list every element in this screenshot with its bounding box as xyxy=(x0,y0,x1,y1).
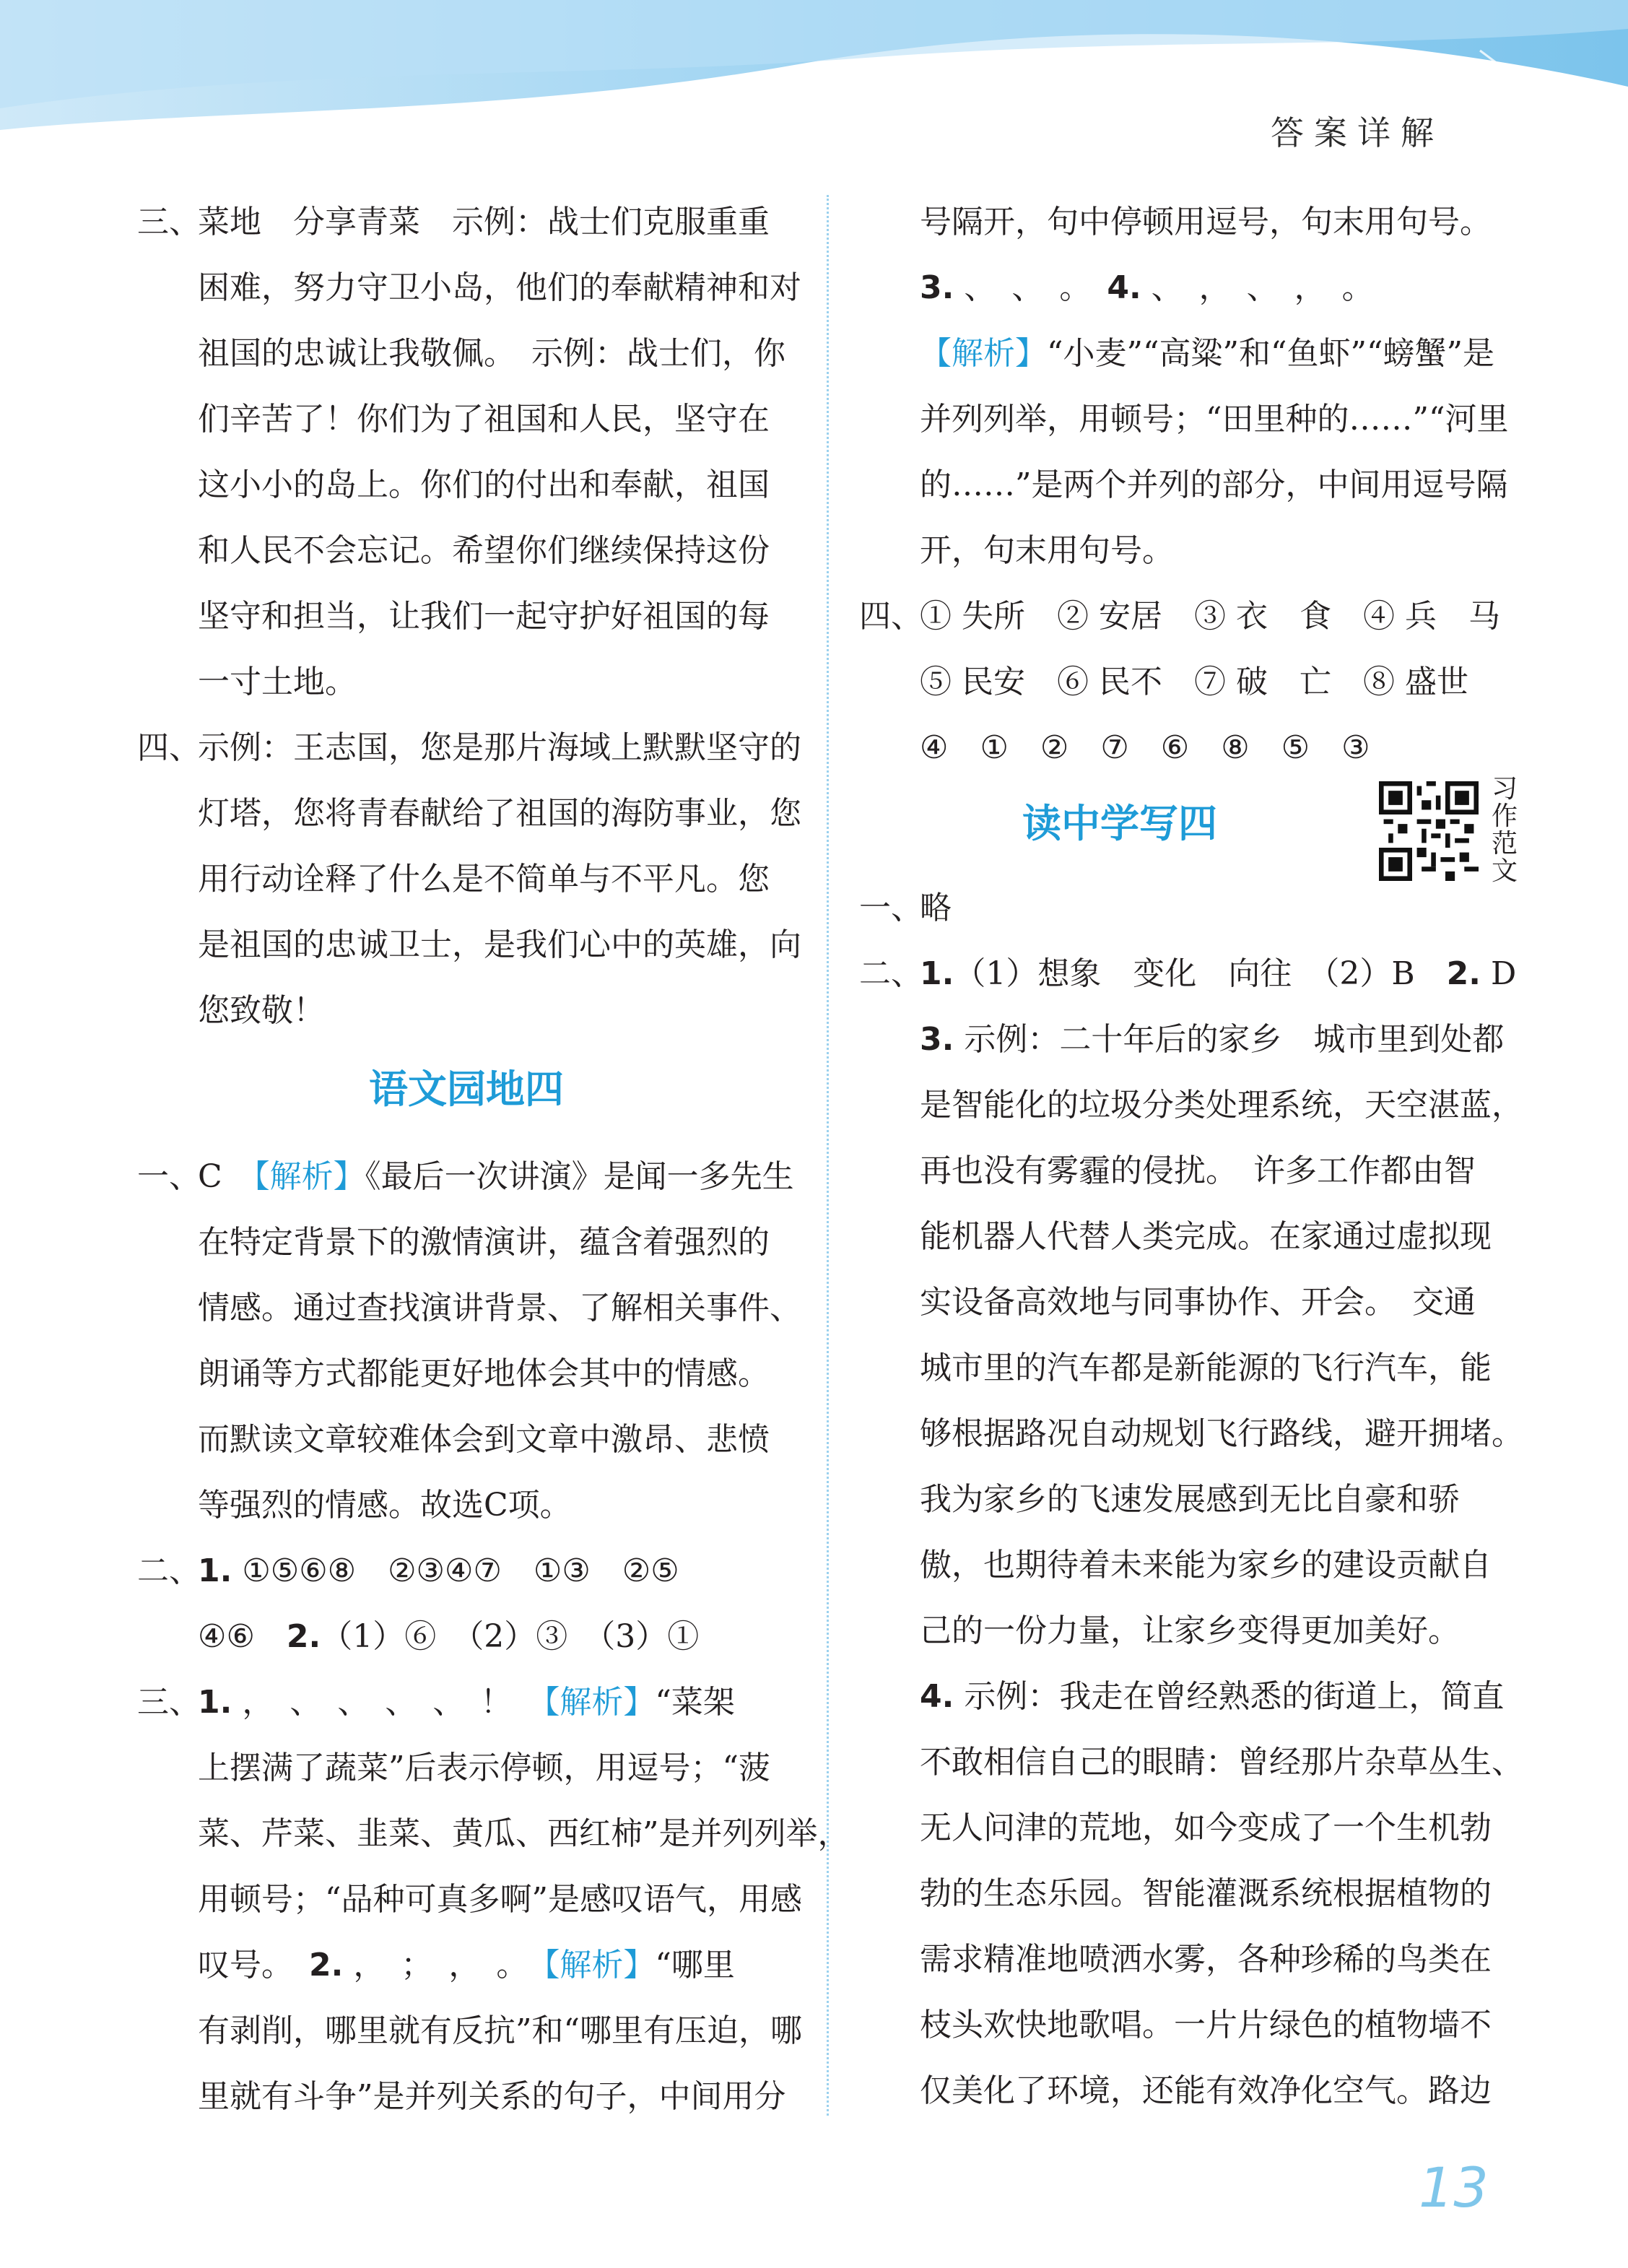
text-line xyxy=(920,941,1518,1007)
text-line: 是祖国的忠诚卫士，是我们心中的英雄，向 xyxy=(198,926,801,963)
text-line xyxy=(920,1007,1518,1072)
text-line: 号隔开，句中停顿用逗号，句末用句号。 xyxy=(920,204,1492,240)
duzhong-1-label: 一、 xyxy=(859,890,923,926)
answer-text: 、 ， 、 ， 。 xyxy=(1141,269,1374,306)
analysis-tag: 【解析】 xyxy=(544,1947,656,1984)
text-line: 菜、芹菜、韭菜、黄瓜、西红柿”是并列列举， xyxy=(198,1815,850,1852)
text-line xyxy=(198,1144,796,1209)
text-line: 这小小的岛上。你们的付出和奉献，祖国 xyxy=(198,466,770,503)
text-line: 用行动诠释了什么是不简单与不平凡。您 xyxy=(198,861,770,898)
answer-text: 示例：二十年后的家乡 城市里到处都 xyxy=(954,1021,1505,1058)
sub-number: 3. xyxy=(920,269,954,306)
text-line: 能机器人代替人类完成。在家通过虚拟现 xyxy=(920,1218,1492,1255)
text-line xyxy=(920,1664,1518,1729)
text-line: 上摆满了蔬菜”后表示停顿，用逗号；“菠 xyxy=(198,1750,770,1786)
text-line: 有剥削，哪里就有反抗”和“哪里有压迫，哪 xyxy=(198,2012,802,2049)
section-title-duzhong: 读中学写四 xyxy=(1022,801,1217,846)
sub-number: 3. xyxy=(920,1021,954,1058)
text-line: ④ ① ② ⑦ ⑥ ⑧ ⑤ ③ xyxy=(920,729,1370,766)
section-3-label: 三、 xyxy=(137,204,201,240)
text-line: 在特定背景下的激情演讲，蕴含着强烈的 xyxy=(198,1224,770,1261)
continued-answer xyxy=(859,189,1518,583)
text-line: 不敢相信自己的眼睛：曾经那片杂草丛生、 xyxy=(920,1744,1523,1781)
answer-text: （1）⑥ （2）③ （3）① xyxy=(321,1618,700,1655)
section-3-answer xyxy=(137,189,801,715)
qr-code-label: 习作范文 xyxy=(1491,774,1518,886)
text-line: 城市里的汽车都是新能源的飞行汽车，能 xyxy=(920,1350,1492,1386)
text-line: 实设备高效地与同事协作、开会。 交通 xyxy=(920,1284,1476,1321)
text-line: 略 xyxy=(920,890,952,926)
answer-text: 叹号。 xyxy=(198,1947,309,1984)
text-line: 一寸土地。 xyxy=(198,664,357,700)
text-line: 仅美化了环境，还能有效净化空气。路边 xyxy=(920,2072,1492,2109)
yuwen-question-3 xyxy=(137,1669,850,2129)
text-line: 是智能化的垃圾分类处理系统，天空湛蓝， xyxy=(920,1087,1523,1124)
left-column xyxy=(137,189,850,2129)
analysis-text: “菜架 xyxy=(655,1684,735,1721)
answer-text: ， ； ， 。 xyxy=(343,1947,544,1984)
yuwen-3-label: 三、 xyxy=(137,1684,201,1721)
text-line xyxy=(198,1669,796,1735)
text-line: 己的一份力量，让家乡变得更加美好。 xyxy=(920,1612,1460,1649)
text-line: 勃的生态乐园。智能灌溉系统根据植物的 xyxy=(920,1875,1492,1912)
answer-text: （1）想象 变化 向往 （2）B xyxy=(954,955,1447,992)
analysis-text: “小麦”“高粱”和“鱼虾”“螃蟹”是 xyxy=(1047,335,1494,372)
yuwen-question-1 xyxy=(137,1144,801,1538)
section-4-answer xyxy=(137,715,801,1043)
section-4-label: 四、 xyxy=(859,598,923,635)
answer-text: C xyxy=(198,1158,254,1195)
sub-number: 2. xyxy=(286,1618,321,1655)
sub-number: 1. xyxy=(198,1684,232,1721)
text-line xyxy=(198,1604,796,1669)
section-4-idioms xyxy=(859,583,1518,781)
yuwen-question-2 xyxy=(137,1538,796,1669)
text-line xyxy=(920,321,1518,386)
duzhong-question-2 xyxy=(859,941,1523,2124)
analysis-tag: 【解析】 xyxy=(544,1684,656,1721)
text-line: 并列列举，用顿号；“田里种的……”“河里 xyxy=(920,401,1509,438)
qr-code[interactable] xyxy=(1379,781,1479,881)
yuwen-1-label: 一、 xyxy=(137,1158,201,1195)
text-line: 傲，也期待着未来能为家乡的建设贡献自 xyxy=(920,1547,1492,1583)
text-line: 朗诵等方式都能更好地体会其中的情感。 xyxy=(198,1355,770,1392)
text-line: 而默读文章较难体会到文章中激昂、悲愤 xyxy=(198,1421,770,1458)
answer-text: ， 、 、 、 、 ！ xyxy=(232,1684,544,1721)
text-line: 们辛苦了！你们为了祖国和人民，坚守在 xyxy=(198,401,770,438)
text-line xyxy=(920,255,1518,321)
right-column xyxy=(859,189,1523,2124)
answer-text: 示例：我走在曾经熟悉的街道上，简直 xyxy=(954,1678,1505,1715)
duzhong-question-1 xyxy=(859,875,1518,941)
text-line: 里就有斗争”是并列关系的句子，中间用分 xyxy=(198,2078,786,2115)
sub-number: 2. xyxy=(1446,955,1481,992)
yuwen-2-label: 二、 xyxy=(137,1552,201,1589)
text-line: 菜地 分享青菜 示例：战士们克服重重 xyxy=(198,204,770,240)
text-line: 需求精准地喷洒水雾，各种珍稀的鸟类在 xyxy=(920,1941,1492,1978)
text-line: 无人问津的荒地，如今变成了一个生机勃 xyxy=(920,1809,1492,1846)
sub-number: 4. xyxy=(920,1678,954,1715)
section-4-label: 四、 xyxy=(137,729,201,766)
text-line: 示例：王志国，您是那片海域上默默坚守的 xyxy=(198,729,801,766)
text-line: 您致敬！ xyxy=(198,992,325,1029)
analysis-text: 《最后一次讲演》是闻一多先生 xyxy=(365,1158,794,1195)
sub-number: 1. xyxy=(198,1552,232,1589)
text-line: 用顿号；“品种可真多啊”是感叹语气，用感 xyxy=(198,1881,802,1918)
text-line: 够根据路况自动规划飞行路线，避开拥堵。 xyxy=(920,1415,1523,1452)
text-line: 的……”是两个并列的部分，中间用逗号隔 xyxy=(920,466,1508,503)
text-line: 和人民不会忘记。希望你们继续保持这份 xyxy=(198,532,770,569)
text-line: 祖国的忠诚让我敬佩。 示例：战士们，你 xyxy=(198,335,785,372)
analysis-tag: 【解析】 xyxy=(253,1158,365,1195)
answer-text: 、 、 。 xyxy=(954,269,1107,306)
header-banner xyxy=(0,0,1628,188)
text-line: 再也没有雾霾的侵扰。 许多工作都由智 xyxy=(920,1152,1476,1189)
text-line: 等强烈的情感。故选C项。 xyxy=(198,1487,572,1524)
analysis-text: “哪里 xyxy=(655,1947,735,1984)
sub-number: 1. xyxy=(920,955,954,992)
text-line: 枝头欢快地歌唱。一片片绿色的植物墙不 xyxy=(920,2007,1492,2043)
qr-code-graphic xyxy=(1379,781,1479,881)
text-line xyxy=(198,1932,796,1998)
sub-number: 4. xyxy=(1107,269,1141,306)
section-title-yuwen: 语文园地四 xyxy=(369,1066,564,1112)
header-title: 答案详解 xyxy=(1271,113,1444,152)
text-line: 情感。通过查找演讲背景、了解相关事件、 xyxy=(198,1290,801,1326)
sub-number: 2. xyxy=(309,1947,344,1984)
text-line: 开，句末用句号。 xyxy=(920,532,1174,569)
text-line: ⑤ 民安 ⑥ 民不 ⑦ 破 亡 ⑧ 盛世 xyxy=(920,664,1468,700)
text-line: 灯塔，您将青春献给了祖国的海防事业，您 xyxy=(198,795,801,832)
analysis-tag: 【解析】 xyxy=(920,335,1047,372)
text-line: 坚守和担当，让我们一起守护好祖国的每 xyxy=(198,598,770,635)
text-line: 困难，努力守卫小岛，他们的奉献精神和对 xyxy=(198,269,801,306)
answer-text: ④⑥ xyxy=(198,1618,287,1655)
duzhong-2-label: 二、 xyxy=(859,955,923,992)
answer-text: D xyxy=(1481,955,1517,992)
page-number: 13 xyxy=(1419,2155,1489,2220)
text-line: ① 失所 ② 安居 ③ 衣 食 ④ 兵 马 xyxy=(920,598,1500,635)
text-line: 我为家乡的飞速发展感到无比自豪和骄 xyxy=(920,1481,1460,1518)
answer-text: ①⑤⑥⑧ ②③④⑦ ①③ ②⑤ xyxy=(232,1552,679,1589)
banner-wave-graphic xyxy=(0,0,1628,188)
text-line xyxy=(198,1538,796,1604)
